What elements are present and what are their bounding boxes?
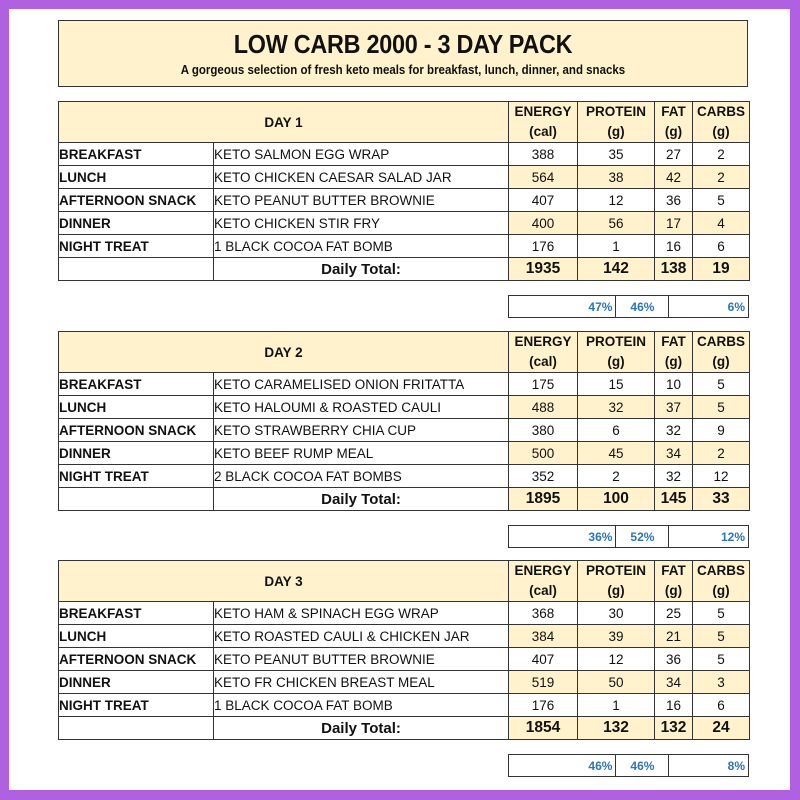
carbs-unit-label: (g) bbox=[712, 354, 730, 369]
total-energy: 1854 bbox=[509, 717, 578, 740]
carbs-percent: 6% bbox=[669, 296, 749, 318]
meal-fat: 21 bbox=[655, 625, 693, 648]
total-carbs: 24 bbox=[693, 717, 750, 740]
meal-name: KETO HALOUMI & ROASTED CAULI bbox=[214, 396, 509, 419]
macro-percent-row bbox=[509, 755, 749, 777]
meal-name: 1 BLACK COCOA FAT BOMB bbox=[214, 694, 509, 717]
day-title: DAY 3 bbox=[59, 561, 509, 602]
carbs-header-label: CARBS bbox=[696, 104, 745, 119]
energy-header-label: ENERGY bbox=[514, 334, 572, 349]
meal-energy: 500 bbox=[509, 442, 578, 465]
meal-fat: 16 bbox=[655, 694, 693, 717]
table-row bbox=[59, 465, 750, 488]
meal-protein: 30 bbox=[578, 602, 655, 625]
carbs-header bbox=[693, 561, 750, 602]
meal-fat: 36 bbox=[655, 648, 693, 671]
macro-percent-table bbox=[508, 754, 749, 777]
meal-slot: AFTERNOON SNACK bbox=[59, 648, 214, 671]
table-row bbox=[59, 189, 750, 212]
carbs-unit-label: (g) bbox=[712, 583, 730, 598]
meal-slot: NIGHT TREAT bbox=[59, 465, 214, 488]
meal-energy: 400 bbox=[509, 212, 578, 235]
day-section-2 bbox=[58, 331, 749, 544]
meal-carbs: 12 bbox=[693, 465, 750, 488]
meal-table bbox=[58, 331, 750, 511]
fat-header-label: FAT bbox=[661, 563, 686, 578]
meal-energy: 176 bbox=[509, 694, 578, 717]
daily-total-row bbox=[59, 488, 750, 511]
table-header-row bbox=[59, 561, 750, 602]
meal-protein: 1 bbox=[578, 694, 655, 717]
meal-name: KETO FR CHICKEN BREAST MEAL bbox=[214, 671, 509, 694]
daily-total-label: Daily Total: bbox=[214, 717, 509, 740]
meal-protein: 45 bbox=[578, 442, 655, 465]
protein-percent: 46% bbox=[509, 755, 616, 777]
total-protein: 142 bbox=[578, 258, 655, 281]
carbs-unit-label: (g) bbox=[712, 124, 730, 139]
meal-slot: DINNER bbox=[59, 212, 214, 235]
protein-header bbox=[578, 332, 655, 373]
meal-energy: 176 bbox=[509, 235, 578, 258]
daily-total-row bbox=[59, 717, 750, 740]
meal-name: KETO STRAWBERRY CHIA CUP bbox=[214, 419, 509, 442]
meal-fat: 10 bbox=[655, 373, 693, 396]
macro-percent-row bbox=[509, 526, 749, 548]
total-carbs: 19 bbox=[693, 258, 750, 281]
meal-protein: 35 bbox=[578, 143, 655, 166]
meal-name: KETO HAM & SPINACH EGG WRAP bbox=[214, 602, 509, 625]
energy-header-label: ENERGY bbox=[514, 104, 572, 119]
total-protein: 100 bbox=[578, 488, 655, 511]
meal-carbs: 6 bbox=[693, 694, 750, 717]
meal-energy: 488 bbox=[509, 396, 578, 419]
table-row bbox=[59, 212, 750, 235]
meal-carbs: 5 bbox=[693, 602, 750, 625]
meal-protein: 15 bbox=[578, 373, 655, 396]
protein-percent: 47% bbox=[509, 296, 616, 318]
protein-unit-label: (g) bbox=[607, 354, 625, 369]
fat-header bbox=[655, 561, 693, 602]
table-row bbox=[59, 625, 750, 648]
total-protein: 132 bbox=[578, 717, 655, 740]
total-fat: 145 bbox=[655, 488, 693, 511]
day-section-3 bbox=[58, 560, 749, 773]
meal-fat: 16 bbox=[655, 235, 693, 258]
meal-energy: 380 bbox=[509, 419, 578, 442]
energy-unit-label: (cal) bbox=[529, 354, 557, 369]
table-row bbox=[59, 442, 750, 465]
total-fat: 132 bbox=[655, 717, 693, 740]
day-title: DAY 1 bbox=[59, 102, 509, 143]
meal-slot: AFTERNOON SNACK bbox=[59, 189, 214, 212]
meal-energy: 175 bbox=[509, 373, 578, 396]
meal-slot: BREAKFAST bbox=[59, 373, 214, 396]
title-banner bbox=[58, 20, 748, 87]
fat-header-label: FAT bbox=[661, 334, 686, 349]
day-title: DAY 2 bbox=[59, 332, 509, 373]
carbs-percent: 12% bbox=[669, 526, 749, 548]
fat-percent: 52% bbox=[616, 526, 669, 548]
carbs-header bbox=[693, 332, 750, 373]
meal-protein: 6 bbox=[578, 419, 655, 442]
table-row bbox=[59, 396, 750, 419]
meal-carbs: 4 bbox=[693, 212, 750, 235]
meal-energy: 407 bbox=[509, 648, 578, 671]
table-row bbox=[59, 419, 750, 442]
day-section-1 bbox=[58, 101, 749, 314]
meal-carbs: 5 bbox=[693, 648, 750, 671]
meal-name: KETO ROASTED CAULI & CHICKEN JAR bbox=[214, 625, 509, 648]
meal-carbs: 2 bbox=[693, 166, 750, 189]
energy-header bbox=[509, 332, 578, 373]
table-row bbox=[59, 235, 750, 258]
meal-fat: 27 bbox=[655, 143, 693, 166]
table-row bbox=[59, 648, 750, 671]
meal-carbs: 2 bbox=[693, 442, 750, 465]
empty-cell bbox=[59, 717, 214, 740]
fat-unit-label: (g) bbox=[664, 354, 683, 369]
table-header-row bbox=[59, 102, 750, 143]
macro-percent-row bbox=[509, 296, 749, 318]
fat-header bbox=[655, 102, 693, 143]
meal-energy: 519 bbox=[509, 671, 578, 694]
protein-percent: 36% bbox=[509, 526, 616, 548]
empty-cell bbox=[59, 258, 214, 281]
meal-protein: 2 bbox=[578, 465, 655, 488]
meal-protein: 1 bbox=[578, 235, 655, 258]
meal-protein: 38 bbox=[578, 166, 655, 189]
carbs-header-label: CARBS bbox=[696, 334, 745, 349]
daily-total-label: Daily Total: bbox=[214, 488, 509, 511]
protein-header-label: PROTEIN bbox=[585, 104, 646, 119]
energy-unit-label: (cal) bbox=[529, 583, 557, 598]
meal-name: 2 BLACK COCOA FAT BOMBS bbox=[214, 465, 509, 488]
meal-protein: 12 bbox=[578, 648, 655, 671]
meal-name: KETO CHICKEN CAESAR SALAD JAR bbox=[214, 166, 509, 189]
table-row bbox=[59, 143, 750, 166]
meal-protein: 50 bbox=[578, 671, 655, 694]
carbs-percent: 8% bbox=[669, 755, 749, 777]
total-fat: 138 bbox=[655, 258, 693, 281]
meal-fat: 42 bbox=[655, 166, 693, 189]
page-subtitle: A gorgeous selection of fresh keto meals for breakfast, lunch, dinner, and snacks bbox=[180, 63, 626, 77]
meal-table bbox=[58, 101, 750, 281]
total-energy: 1935 bbox=[509, 258, 578, 281]
meal-name: KETO PEANUT BUTTER BROWNIE bbox=[214, 189, 509, 212]
fat-header-label: FAT bbox=[661, 104, 686, 119]
table-row bbox=[59, 671, 750, 694]
meal-slot: AFTERNOON SNACK bbox=[59, 419, 214, 442]
table-row bbox=[59, 166, 750, 189]
meal-carbs: 3 bbox=[693, 671, 750, 694]
meal-table bbox=[58, 560, 750, 740]
protein-unit-label: (g) bbox=[607, 124, 625, 139]
energy-header bbox=[509, 561, 578, 602]
meal-name: KETO BEEF RUMP MEAL bbox=[214, 442, 509, 465]
protein-header-label: PROTEIN bbox=[585, 563, 646, 578]
page-title: LOW CARB 2000 - 3 DAY PACK bbox=[233, 29, 573, 59]
meal-name: KETO SALMON EGG WRAP bbox=[214, 143, 509, 166]
meal-carbs: 5 bbox=[693, 625, 750, 648]
meal-energy: 407 bbox=[509, 189, 578, 212]
meal-carbs: 5 bbox=[693, 189, 750, 212]
meal-carbs: 5 bbox=[693, 373, 750, 396]
meal-slot: DINNER bbox=[59, 442, 214, 465]
meal-fat: 34 bbox=[655, 442, 693, 465]
fat-unit-label: (g) bbox=[664, 124, 683, 139]
meal-protein: 56 bbox=[578, 212, 655, 235]
protein-header-label: PROTEIN bbox=[585, 334, 646, 349]
table-row bbox=[59, 602, 750, 625]
meal-slot: LUNCH bbox=[59, 625, 214, 648]
meal-name: 1 BLACK COCOA FAT BOMB bbox=[214, 235, 509, 258]
meal-carbs: 6 bbox=[693, 235, 750, 258]
meal-name: KETO PEANUT BUTTER BROWNIE bbox=[214, 648, 509, 671]
energy-header bbox=[509, 102, 578, 143]
macro-percent-table bbox=[508, 295, 749, 318]
meal-energy: 368 bbox=[509, 602, 578, 625]
table-row bbox=[59, 694, 750, 717]
carbs-header bbox=[693, 102, 750, 143]
meal-fat: 32 bbox=[655, 419, 693, 442]
total-carbs: 33 bbox=[693, 488, 750, 511]
meal-energy: 388 bbox=[509, 143, 578, 166]
meal-slot: NIGHT TREAT bbox=[59, 235, 214, 258]
meal-energy: 384 bbox=[509, 625, 578, 648]
carbs-header-label: CARBS bbox=[696, 563, 745, 578]
table-header-row bbox=[59, 332, 750, 373]
meal-slot: BREAKFAST bbox=[59, 602, 214, 625]
energy-header-label: ENERGY bbox=[514, 563, 572, 578]
daily-total-label: Daily Total: bbox=[214, 258, 509, 281]
fat-unit-label: (g) bbox=[664, 583, 683, 598]
meal-fat: 34 bbox=[655, 671, 693, 694]
meal-carbs: 9 bbox=[693, 419, 750, 442]
meal-carbs: 5 bbox=[693, 396, 750, 419]
meal-protein: 39 bbox=[578, 625, 655, 648]
meal-slot: DINNER bbox=[59, 671, 214, 694]
fat-percent: 46% bbox=[616, 296, 669, 318]
fat-header bbox=[655, 332, 693, 373]
meal-fat: 32 bbox=[655, 465, 693, 488]
protein-header bbox=[578, 561, 655, 602]
meal-fat: 25 bbox=[655, 602, 693, 625]
protein-header bbox=[578, 102, 655, 143]
meal-name: KETO CHICKEN STIR FRY bbox=[214, 212, 509, 235]
meal-fat: 36 bbox=[655, 189, 693, 212]
meal-energy: 564 bbox=[509, 166, 578, 189]
total-energy: 1895 bbox=[509, 488, 578, 511]
meal-slot: BREAKFAST bbox=[59, 143, 214, 166]
meal-carbs: 2 bbox=[693, 143, 750, 166]
meal-slot: LUNCH bbox=[59, 396, 214, 419]
empty-cell bbox=[59, 488, 214, 511]
macro-percent-table bbox=[508, 525, 749, 548]
meal-energy: 352 bbox=[509, 465, 578, 488]
protein-unit-label: (g) bbox=[607, 583, 625, 598]
table-row bbox=[59, 373, 750, 396]
meal-fat: 37 bbox=[655, 396, 693, 419]
meal-protein: 32 bbox=[578, 396, 655, 419]
daily-total-row bbox=[59, 258, 750, 281]
meal-fat: 17 bbox=[655, 212, 693, 235]
meal-slot: LUNCH bbox=[59, 166, 214, 189]
meal-name: KETO CARAMELISED ONION FRITATTA bbox=[214, 373, 509, 396]
meal-protein: 12 bbox=[578, 189, 655, 212]
fat-percent: 46% bbox=[616, 755, 669, 777]
energy-unit-label: (cal) bbox=[529, 124, 557, 139]
meal-slot: NIGHT TREAT bbox=[59, 694, 214, 717]
